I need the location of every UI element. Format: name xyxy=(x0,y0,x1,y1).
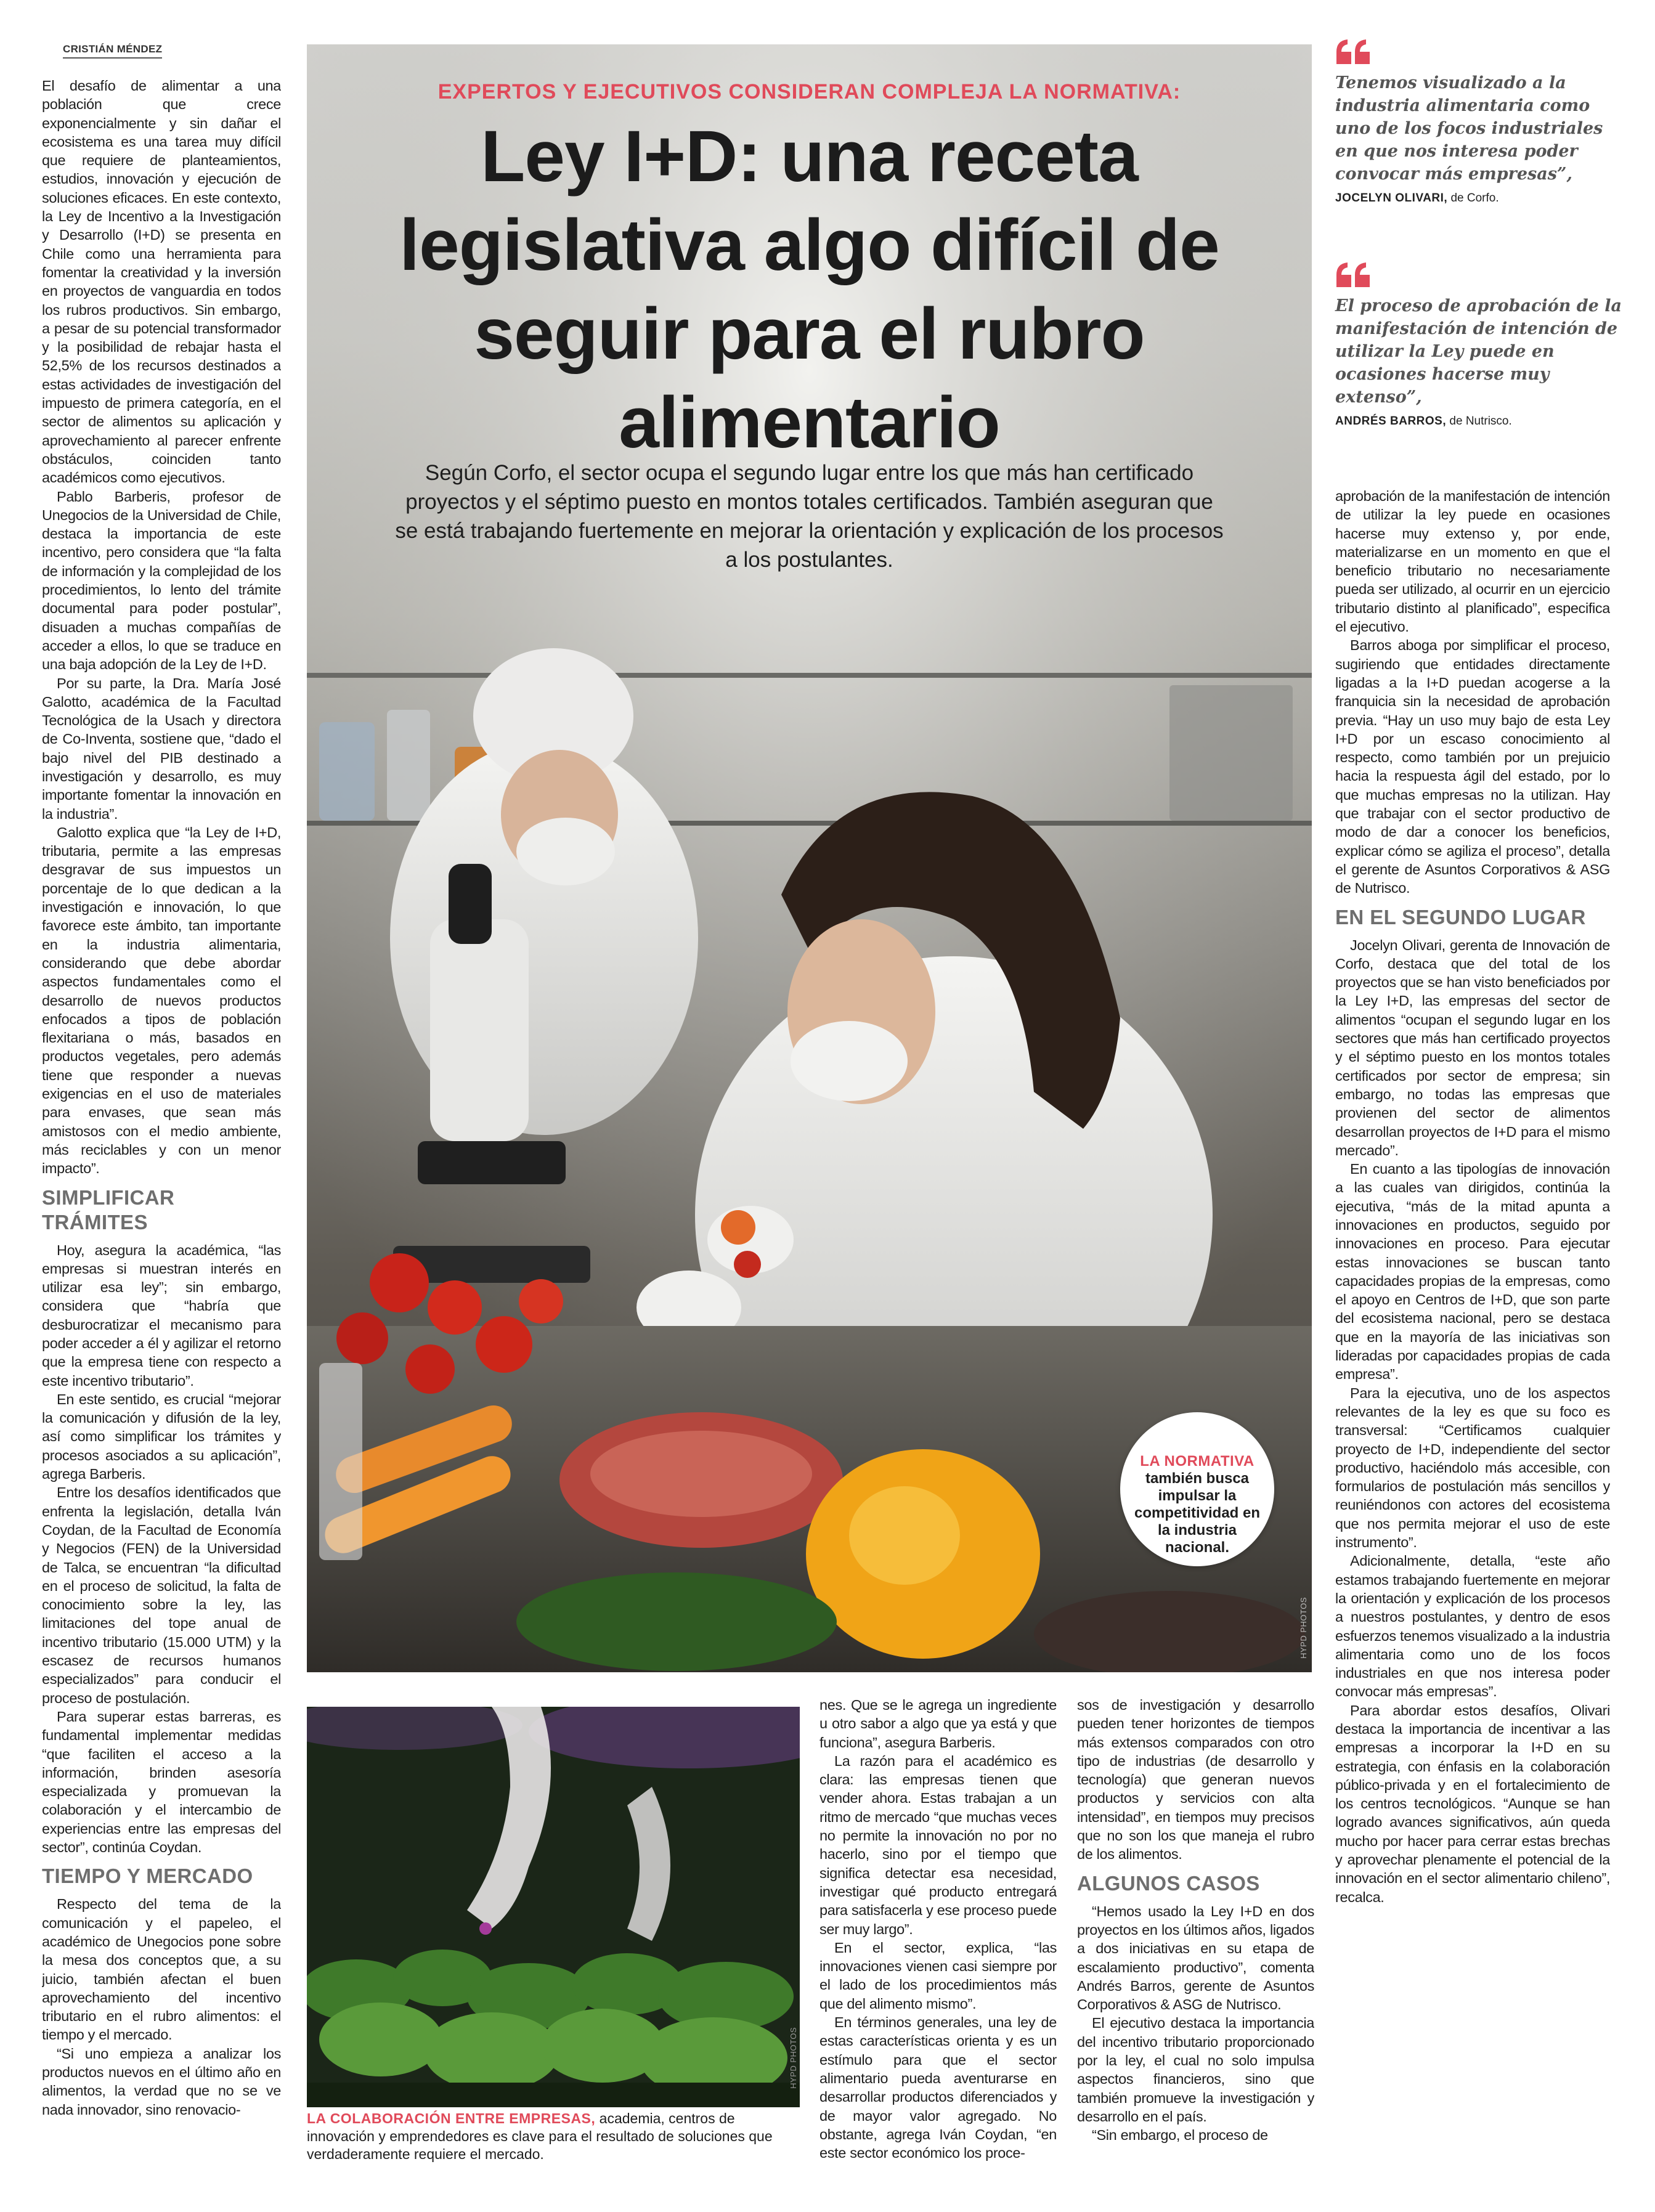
section-heading: ALGUNOS CASOS xyxy=(1077,1871,1260,1895)
quote-author: JOCELYN OLIVARI, xyxy=(1335,192,1448,205)
paragraph: Jocelyn Olivari, gerenta de Innovación de Corfo, destaca que del total de los proyectos que se han visto beneficiados por la Ley I+D, las empresas del sector de alimentos “ocupan el segundo lugar en los sectores que más han certificado proyectos y el séptimo puesto en los montos totales certificados por sector de empresa; sin embargo, no todas las empresas que provienen del sector de alimentos desarrollan proyectos de I+D para el mismo mercado”. xyxy=(1335,937,1610,1158)
article-column-2 xyxy=(819,1696,1057,2189)
paragraph: El desafío de alimentar a una población que crece exponencialmente y sin dañar el ecosistema es una tarea muy difícil que requiere de planteamientos, estudios, innovación y ejecución de soluciones eficaces. En este contexto, la Ley de Incentivo a la Investigación y Desarrollo (I+D) se presenta en Chile como una herramienta para fomentar la creatividad y la inversión en proyectos de vanguardia en todos los rubros productivos. Sin embargo, a pesar de su potencial transformador y la posibilidad de rebajar hasta el 52,5% de los recursos destinados a estas actividades de investigación del impuesto de primera categoría, en el sector de alimentos su aplicación y aprovechamiento al parecer enfrente obstáculos, coinciden tanto académicos como ejecutivos. xyxy=(42,78,281,486)
quote-affiliation: de Corfo. xyxy=(1447,192,1499,205)
kicker: EXPERTOS Y EJECUTIVOS CONSIDERAN COMPLEJA LA NORMATIVA: xyxy=(437,80,1181,104)
paragraph: Para superar estas barreras, es fundamental implementar medidas “que faciliten el acceso a la información, brinden asesoría especializada y promuevan la colaboración y el intercambio de experiencias entre las empresas del sector”, continúa Coydan. xyxy=(42,1708,281,1856)
deck xyxy=(344,458,1275,574)
paragraph: “Si uno empieza a analizar los productos nuevos en el último año en alimentos, la verdad que no se ve nada innovador, sino renovacio- xyxy=(42,2045,281,2118)
hero-photo xyxy=(307,44,1312,1672)
quote-author: ANDRÉS BARROS, xyxy=(1335,415,1447,428)
paragraph: Para la ejecutiva, uno de los aspectos relevantes de la ley es que su foco es transversal: “Certificamos cualquier proyecto de I+D, independiente del sector productivo, haciéndolo más accesible, con formularios de postulación más sencillos y reuniéndonos con actores del ecosistema que nos permita mejorar el uso de este instrumento”. xyxy=(1335,1385,1610,1551)
paragraph: En el sector, explica, “las innovaciones vienen casi siempre por el lado de los procedimientos más que del alimento mismo”. xyxy=(819,1939,1057,2012)
byline: CRISTIÁN MÉNDEZ xyxy=(63,43,162,59)
article-column-1 xyxy=(42,76,281,2165)
greenhouse-illustration xyxy=(307,1707,800,2107)
caption-highlight: LA COLABORACIÓN ENTRE EMPRESAS, xyxy=(307,2110,596,2126)
article-column-4 xyxy=(1335,487,1610,2206)
paragraph: “Sin embargo, el proceso de xyxy=(1092,2127,1268,2144)
section-heading: EN EL SEGUNDO LUGAR xyxy=(1335,905,1586,929)
quote-attribution xyxy=(1335,192,1625,205)
caption-body: academia, centros de innovación y emprendedores es clave para el resultado de soluciones que verdaderamente requiere el mercado. xyxy=(307,2110,773,2162)
paragraph: El ejecutivo destaca la importancia del incentivo tributario proporcionado por la ley, el cual no solo impulsa aspectos financieros, sino que también promueve la investigación y desarrollo en el país. xyxy=(1077,2015,1314,2125)
paragraph: En términos generales, una ley de estas características orienta y es un estímulo para que el sector alimentario pueda aventurarse en desarrollar productos diferenciados y de mayor valor agregado. No obstante, agrega Iván Coydan, “en este sector económico los proce- xyxy=(819,2014,1057,2161)
paragraph: “Hemos usado la Ley I+D en dos proyectos en los últimos años, ligados a dos iniciativas en su etapa de escalamiento productivo”, comenta Andrés Barros, gerente de Asuntos Corporativos & ASG de Nutrisco. xyxy=(1077,1903,1314,2013)
greenhouse-photo xyxy=(307,1707,800,2107)
headline xyxy=(331,112,1287,467)
paragraph: nes. Que se le agrega un ingrediente u otro sabor a algo que ya está y que funciona”, asegura Barberis. xyxy=(819,1697,1057,1750)
paragraph: En cuanto a las tipologías de innovación a las cuales van dirigidos, continúa la ejecutiva, “más de la mitad apunta a innovaciones en productos, seguido por innovaciones en proceso. Para ejecutar estas innovaciones se buscan tanto capacidades propias de la empresas, como el apoyo en Centros de I+D, que son parte del ecosistema nacional, pero se destaca que en la mayoría de las iniciativas son lideradas por capacidades propias de cada empresa”. xyxy=(1335,1161,1610,1383)
paragraph: Galotto explica que “la Ley de I+D, tributaria, permite a las empresas desgravar de sus impuestos un porcentaje de lo que dedican a la investigación e innovación, lo que favorece este ámbito, tan importante en la industria alimentaria, considerando que debe abordar aspectos fundamentales como el desarrollo de nuevos productos enfocados a tipos de población flexitariana o más, basados en productos vegetales, pero además tiene que responder a nuevas exigencias en el uso de materiales para envases, que sean más amistosos con el medio ambiente, más reciclables y con un menor impacto”. xyxy=(42,824,281,1177)
deck-line: se está trabajando fuertemente en mejorar la orientación y explicación de los procesos xyxy=(395,519,1224,543)
paragraph: Adicionalmente, detalla, “este año estamos trabajando fuertemente en mejorar la orientación y explicación de los procesos a nuestros postulantes, y dentro de esos esfuerzos tenemos visualizado a la industria alimentaria como uno de los focos industriales en que nos interesa poder convocar más empresas”. xyxy=(1335,1553,1610,1700)
paragraph: Hoy, asegura la académica, “las empresas si muestran interés en utilizar esa ley”; sin embargo, considera que “habría que desburocratizar el mecanismo para poder acceder a él y agilizar el retorno que la empresa tiene con respecto a este incentivo tributario”. xyxy=(42,1242,281,1389)
article-column-3 xyxy=(1077,1696,1314,2189)
badge-body: también busca impulsar la competitividad en la industria nacional. xyxy=(1134,1470,1261,1556)
badge-highlight: LA NORMATIVA xyxy=(1140,1453,1254,1470)
photo-credit: HYPD PHOTOS xyxy=(1299,1597,1308,1659)
headline-line: legislativa algo difícil de xyxy=(399,205,1219,286)
paragraph: aprobación de la manifestación de intención de utilizar la ley puede en ocasiones hacerse muy extenso y, por ende, materializarse en un momento en que el beneficio tributario no necesariamente pueda ser utilizado, al ocurrir en un ejercicio tributario distinto al planificado”, especifica el ejecutivo. xyxy=(1335,488,1610,635)
paragraph: sos de investigación y desarrollo pueden tener horizontes de tiempos más extensos comparados con otro tipo de industrias (de desarrollo y tecnología) que generan nuevos productos y servicios con alta intensidad”, en tiempos muy precisos que no son los que maneja el rubro de los alimentos. xyxy=(1077,1697,1314,1863)
pull-quote-2 xyxy=(1335,261,1625,428)
quote-mark-icon xyxy=(1335,261,1372,288)
deck-line: proyectos y el séptimo puesto en montos totales certificados. También aseguran que xyxy=(405,490,1213,514)
paragraph: Barros aboga por simplificar el proceso, sugiriendo que entidades directamente ligadas a la I+D puedan acogerse a la franquicia sin la necesidad de aprobación previa. “Hay un uso muy bajo de esta Ley I+D por un escaso conocimiento al respecto, como también por un prejuicio hacia la respuesta ágil del estado, por lo que muchas empresas no la utilizan. Hay que trabajar con el sector productivo de modo de dar a conocer los beneficios, explicar cómo se agiliza el proceso”, detalla el gerente de Asuntos Corporativos & ASG de Nutrisco. xyxy=(1335,637,1610,897)
paragraph: La razón para el académico es clara: las empresas tienen que vender ahora. Estas trabajan a un ritmo de mercado “que muchas veces no permite la innovación no por no hacerlo, sino por el tiempo que significa detectar esa necesidad, investigar qué producto entregará para satisfacerla y ese proceso puede ser muy largo”. xyxy=(819,1752,1057,1937)
photo-credit: HYPD PHOTOS xyxy=(789,2027,798,2089)
deck-line: a los postulantes. xyxy=(725,548,893,572)
quote-text: El proceso de aprobación de la manifestación de intención de utilizar la Ley puede en ocasiones hacerse muy extenso”, xyxy=(1335,296,1622,407)
paragraph: Entre los desafíos identificados que enfrenta la legislación, detalla Iván Coydan, de la Facultad de Economía y Negocios (FEN) de la Universidad de Talca, se encuentran “la dificultad en el proceso de solicitud, la falta de conocimiento sobre la ley, las limitaciones del tope anual de incentivo tributario (15.000 UTM) y la escasez de recursos humanos especializados” para conducir el proceso de postulación. xyxy=(42,1484,281,1706)
quote-mark-icon xyxy=(1335,38,1372,65)
photo-badge xyxy=(1120,1412,1274,1566)
paragraph: Respecto del tema de la comunicación y el papeleo, el académico de Unegocios pone sobre la mesa dos conceptos que, a su juicio, también afectan el buen aprovechamiento del incentivo tributario en el rubro alimentos: el tiempo y el mercado. xyxy=(42,1896,281,2043)
headline-line: alimentario xyxy=(619,382,1000,463)
quote-attribution xyxy=(1335,415,1625,428)
deck-line: Según Corfo, el sector ocupa el segundo lugar entre los que más han certificado xyxy=(425,461,1194,485)
paragraph: Por su parte, la Dra. María José Galotto, académica de la Facultad Tecnológica de la Usach y directora de Co-Inventa, sostiene que, “dado el bajo nivel del PIB destinado a investigación y desarrollo, es muy importante fomentar la innovación en la industria”. xyxy=(42,675,281,822)
section-heading: SIMPLIFICAR TRÁMITES xyxy=(42,1185,175,1234)
photo-caption xyxy=(307,2110,800,2163)
badge-text xyxy=(1131,1453,1263,1556)
paragraph: Para abordar estos desafíos, Olivari destaca la importancia de incentivar a las empresas a incorporar la I+D en su estrategia, con énfasis en la colaboración público-privada y en el fortalecimiento de los centros tecnológicos. “Aunque se han logrado avances significativos, aún queda mucho por hacer para cerrar estas brechas y aprovechar plenamente el potencial de la innovación en el sector alimentario chileno”, recalca. xyxy=(1335,1702,1610,1905)
pull-quote-1 xyxy=(1335,38,1625,205)
headline-line: Ley I+D: una receta xyxy=(481,116,1138,197)
paragraph: En este sentido, es crucial “mejorar la comunicación y difusión de la ley, así como simplificar los trámites y procesos asociados a su aplicación”, agrega Barberis. xyxy=(42,1391,281,1482)
quote-affiliation: de Nutrisco. xyxy=(1446,415,1512,428)
quote-text: Tenemos visualizado a la industria alimentaria como uno de los focos industriales en que nos interesa poder convocar más empresas”, xyxy=(1335,73,1603,184)
section-heading: TIEMPO Y MERCADO xyxy=(42,1864,253,1888)
headline-line: seguir para el rubro xyxy=(474,293,1145,375)
paragraph: Pablo Barberis, profesor de Unegocios de la Universidad de Chile, destaca la importancia de este incentivo, pero considera que “la falta de información y la complejidad de los procedimientos, lo lento del trámite documental para poder postular”, disuaden a muchas compañías de acceder a ellos, lo que se traduce en una baja adopción de la Ley de I+D. xyxy=(42,488,281,673)
